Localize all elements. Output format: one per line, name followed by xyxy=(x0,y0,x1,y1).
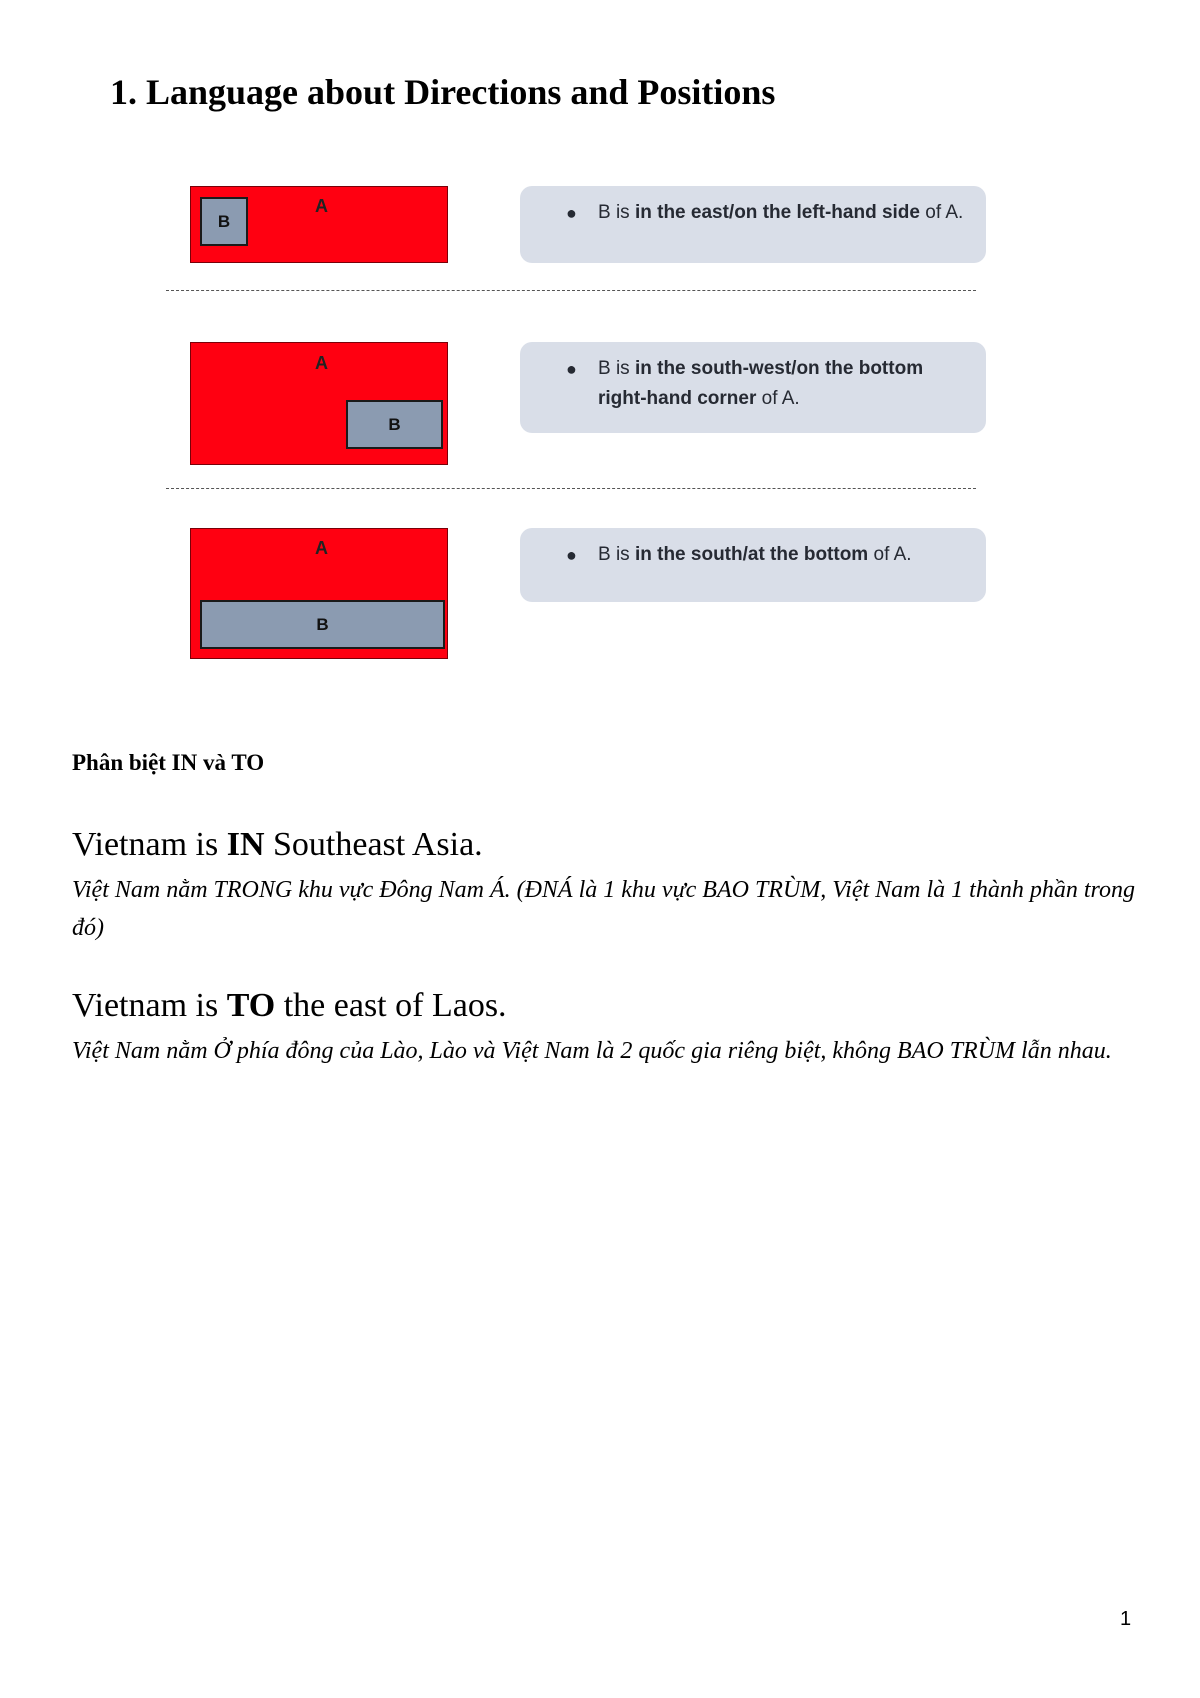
box-b: B xyxy=(346,400,443,449)
example-sentence: Vietnam is IN Southeast Asia. xyxy=(72,826,483,863)
example-sentence: Vietnam is TO the east of Laos. xyxy=(72,987,507,1024)
box-b: B xyxy=(200,600,445,649)
box-a-label: A xyxy=(315,538,328,558)
box-a xyxy=(190,342,448,465)
box-a-label: A xyxy=(315,196,328,216)
example-note: Việt Nam nằm Ở phía đông của Lào, Lào và Việt Nam là 2 quốc gia riêng biệt, không BAO TRÙM lẫn nhau. xyxy=(72,1038,1112,1064)
box-a xyxy=(190,186,448,263)
subheading: Phân biệt IN và TO xyxy=(72,750,265,775)
description-text: B is in the south-west/on the bottom right-hand corner of A. xyxy=(598,358,924,409)
description-callout xyxy=(520,186,986,263)
example-note: Việt Nam nằm TRONG khu vực Đông Nam Á. (ĐNÁ là 1 khu vực BAO TRÙM, Việt Nam là 1 thành phần trong đó) xyxy=(72,877,1135,941)
bullet-icon: ● xyxy=(566,545,577,565)
box-a-label: A xyxy=(315,353,328,373)
bullet-icon: ● xyxy=(566,203,577,223)
keyword: IN xyxy=(226,826,265,863)
dashed-divider xyxy=(166,290,976,291)
section-heading: 1. Language about Directions and Positions xyxy=(110,72,776,112)
box-b: B xyxy=(200,197,248,246)
description-text: B is in the south/at the bottom of A. xyxy=(598,544,912,565)
dashed-divider xyxy=(166,488,976,489)
bullet-icon: ● xyxy=(566,359,577,379)
description-text: B is in the east/on the left-hand side of A. xyxy=(598,202,964,223)
description-callout xyxy=(520,528,986,602)
box-a xyxy=(190,528,448,659)
description-callout xyxy=(520,342,986,433)
keyword: TO xyxy=(226,987,276,1024)
page-number: 1 xyxy=(1120,1608,1132,1630)
